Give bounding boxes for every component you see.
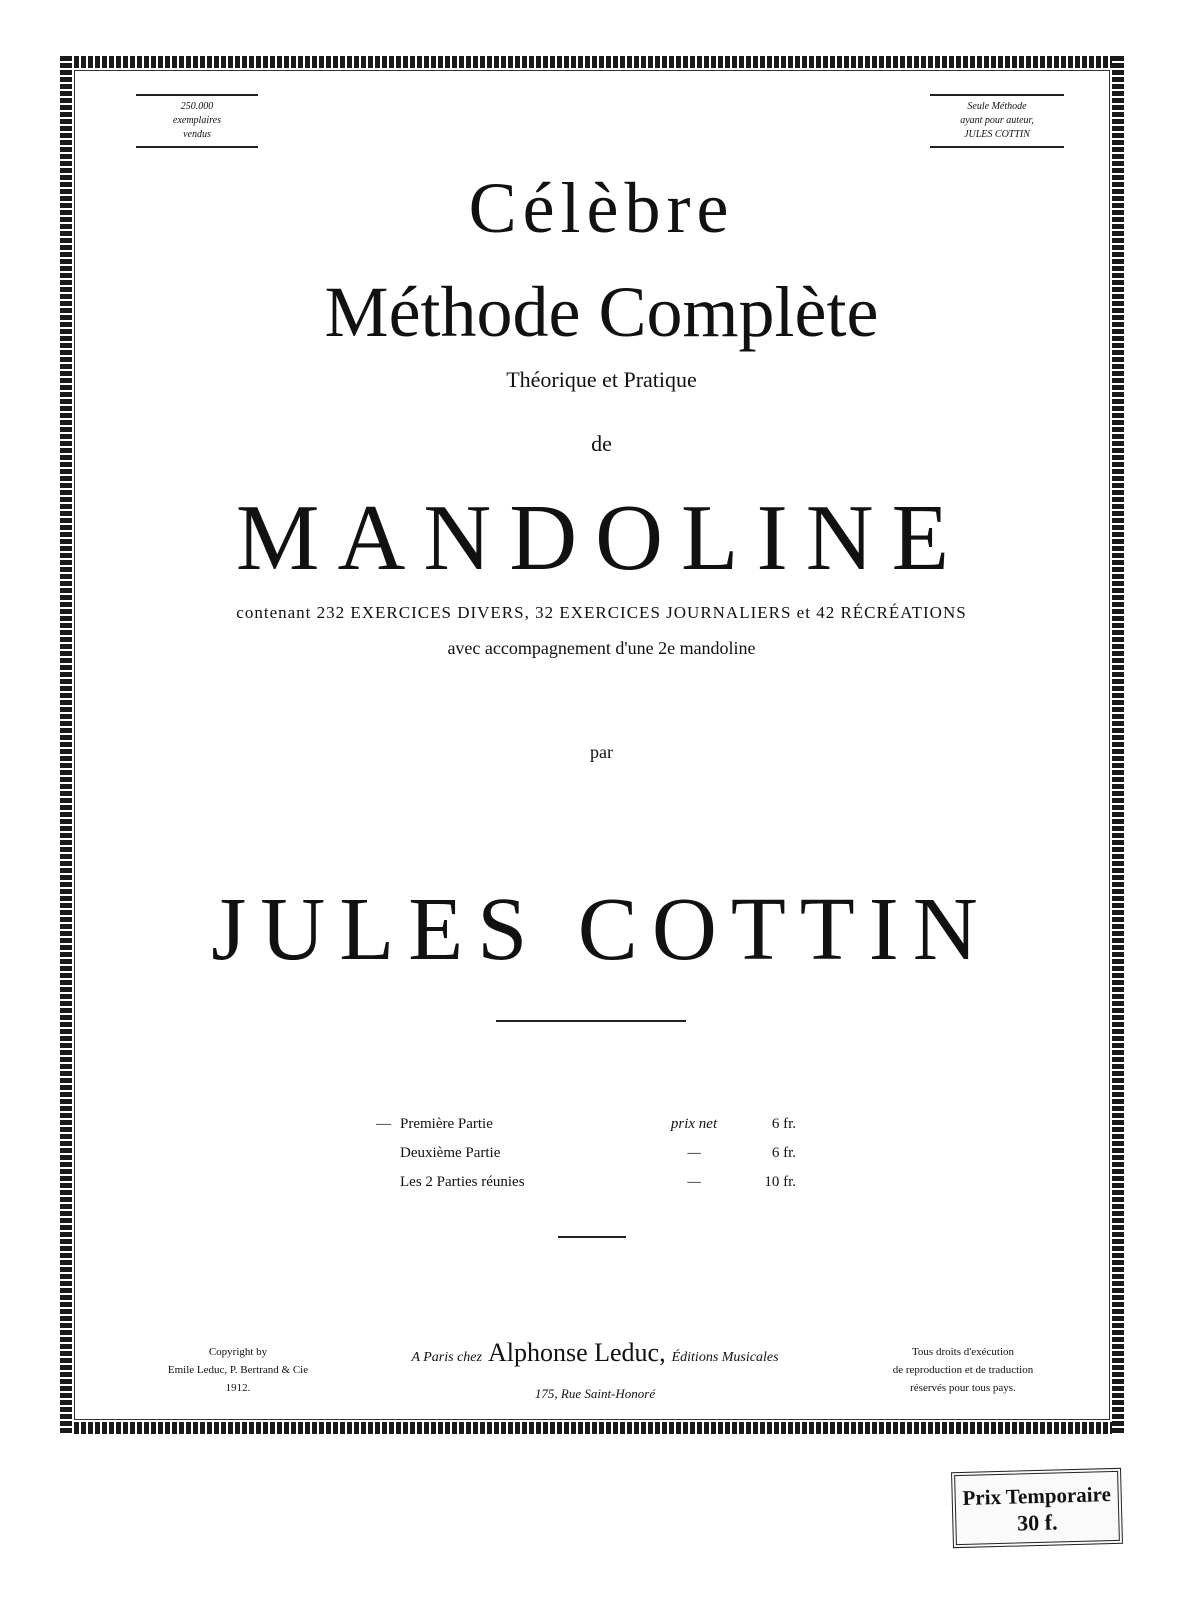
dash-mark: — bbox=[376, 1116, 391, 1132]
decorative-border-bottom bbox=[60, 1422, 1124, 1434]
title-line-methode: Méthode Complète bbox=[324, 272, 879, 352]
instrument-title: MANDOLINE bbox=[235, 486, 968, 590]
author-name: JULES COTTIN bbox=[211, 880, 992, 979]
subtitle-de: de bbox=[591, 431, 612, 456]
copyright-line: Emile Leduc, P. Bertrand & Cie bbox=[167, 1364, 309, 1376]
sole-method-line: ayant pour auteur, bbox=[960, 115, 1034, 126]
sole-method-line: Seule Méthode bbox=[967, 101, 1027, 112]
decorative-border-top bbox=[60, 56, 1124, 68]
publisher-block bbox=[360, 1338, 830, 1405]
price-value: 6 fr. bbox=[771, 1116, 796, 1132]
price-value: 10 fr. bbox=[764, 1174, 796, 1190]
price-row bbox=[376, 1110, 796, 1139]
publisher-name: Alphonse Leduc, bbox=[487, 1338, 666, 1367]
rights-line: de reproduction et de traduction bbox=[892, 1364, 1034, 1376]
rights-line: réservés pour tous pays. bbox=[910, 1382, 1016, 1394]
rights-line: Tous droits d'exécution bbox=[911, 1346, 1015, 1358]
price-label: Deuxième Partie bbox=[400, 1145, 501, 1161]
publisher-city: A Paris chez bbox=[411, 1350, 482, 1365]
by-label: par bbox=[590, 742, 613, 762]
copyright-line: Copyright by bbox=[208, 1346, 268, 1358]
price-row bbox=[376, 1168, 796, 1197]
divider-rule bbox=[496, 1020, 686, 1022]
price-label: Première Partie bbox=[400, 1116, 493, 1132]
copyright-notice bbox=[148, 1343, 328, 1397]
price-kind: — bbox=[687, 1174, 701, 1190]
rights-notice bbox=[858, 1343, 1068, 1397]
publisher-editions: Éditions Musicales bbox=[671, 1350, 779, 1365]
sole-method-box bbox=[930, 94, 1064, 148]
subtitle-theorique: Théorique et Pratique bbox=[506, 367, 697, 392]
copies-sold-line: 250.000 bbox=[180, 101, 214, 112]
stamp-line-2: 30 f. bbox=[1016, 1509, 1058, 1536]
title-line-celebre: Célèbre bbox=[468, 168, 735, 248]
copies-sold-box bbox=[136, 94, 258, 148]
accompaniment-description: avec accompagnement d'une 2e mandoline bbox=[447, 638, 756, 658]
publisher-line bbox=[360, 1338, 830, 1373]
contents-description: contenant 232 EXERCICES DIVERS, 32 EXERCICES JOURNALIERS et 42 RÉCRÉATIONS bbox=[236, 603, 967, 622]
copies-sold-line: vendus bbox=[183, 129, 211, 140]
price-row bbox=[376, 1139, 796, 1168]
stamp-line-1: Prix Temporaire bbox=[962, 1482, 1112, 1510]
price-kind: — bbox=[687, 1145, 701, 1161]
price-list bbox=[376, 1110, 796, 1197]
price-value: 6 fr. bbox=[771, 1145, 796, 1161]
divider-rule-short bbox=[558, 1236, 626, 1238]
sole-method-line: JULES COTTIN bbox=[964, 129, 1030, 140]
publisher-address: 175, Rue Saint-Honoré bbox=[534, 1386, 656, 1401]
copyright-line: 1912. bbox=[225, 1382, 251, 1394]
price-kind: prix net bbox=[670, 1116, 718, 1132]
price-label: Les 2 Parties réunies bbox=[400, 1174, 525, 1190]
price-stamp bbox=[951, 1468, 1123, 1548]
copies-sold-line: exemplaires bbox=[173, 115, 221, 126]
